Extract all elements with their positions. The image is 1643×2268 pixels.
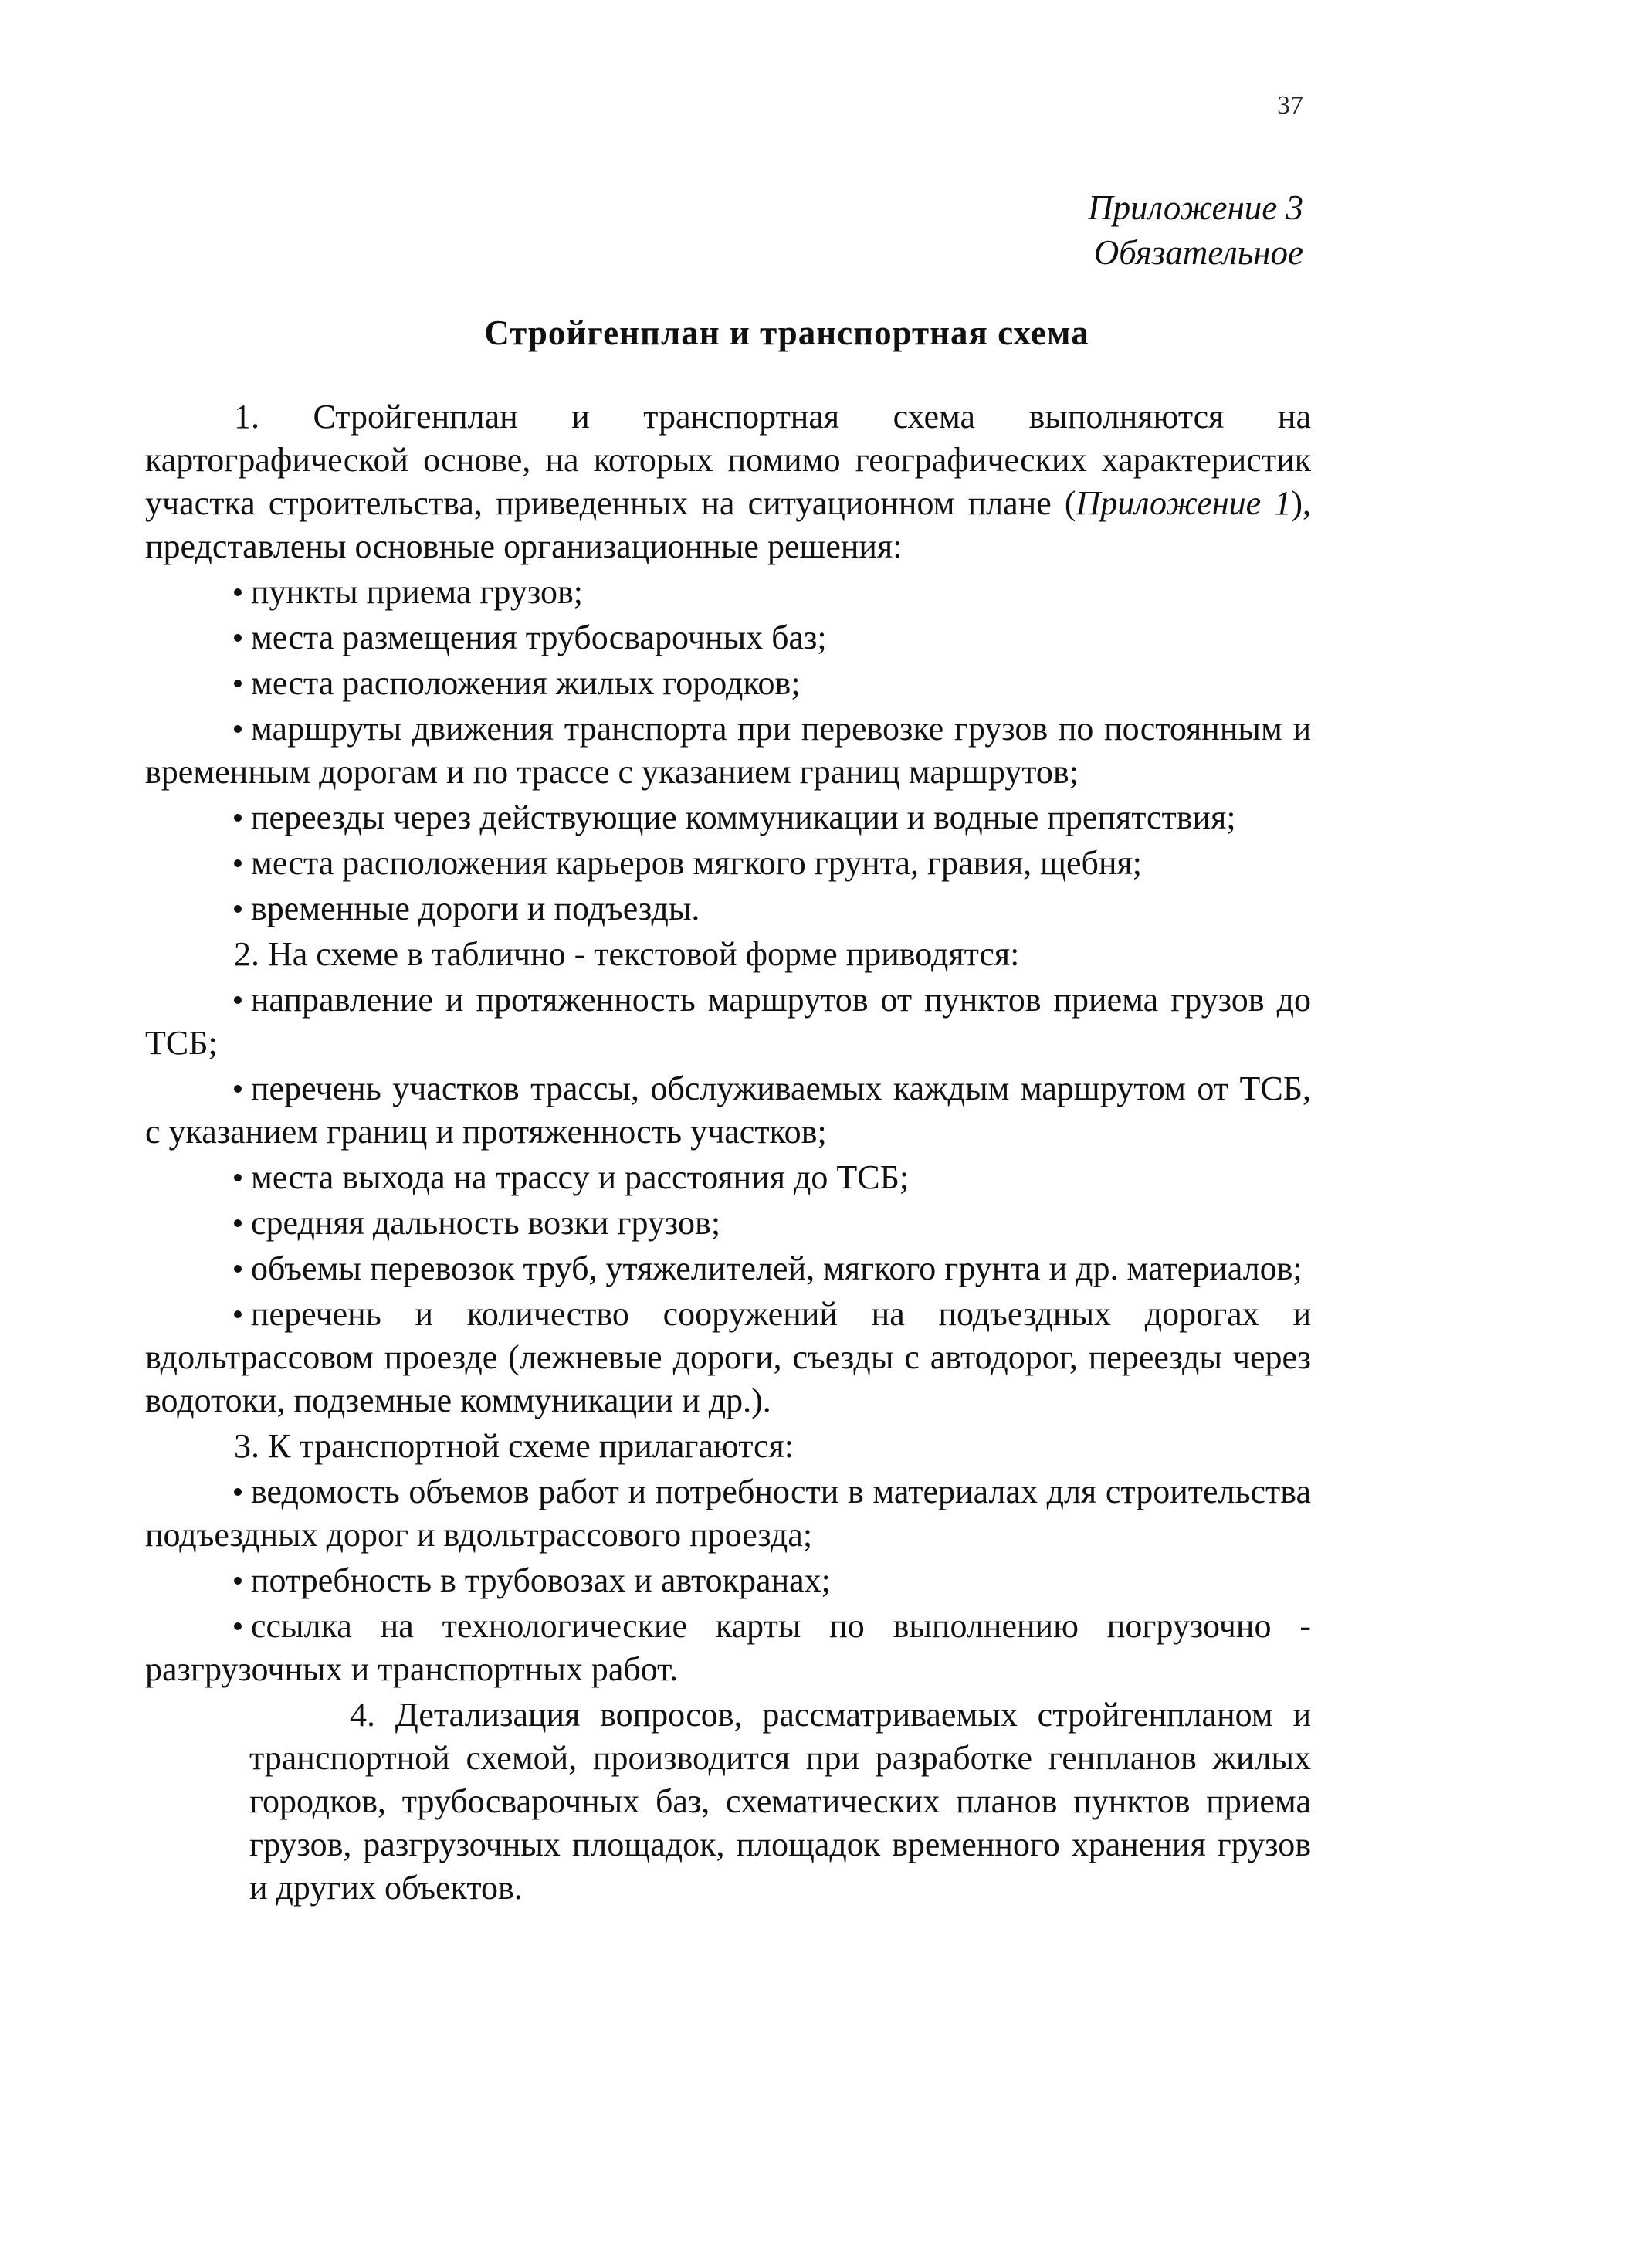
list-item xyxy=(145,887,1311,931)
bullet-icon xyxy=(234,1265,242,1273)
bullet-icon xyxy=(234,725,242,733)
list-item xyxy=(145,1293,1311,1422)
list-item xyxy=(145,1605,1311,1691)
list-item-text: переезды через действующие коммуникации и водные препятствия; xyxy=(251,798,1236,836)
list-item xyxy=(145,616,1311,659)
section-1-intro-after: ), представлены основные организационные решения: xyxy=(145,484,1311,565)
list-item xyxy=(145,1470,1311,1557)
bullet-icon xyxy=(234,1622,242,1630)
bullet-icon xyxy=(234,996,242,1004)
list-item xyxy=(145,1202,1311,1245)
list-item xyxy=(145,796,1311,839)
list-item-text: перечень и количество сооружений на подъездных дорогах и вдольтрассовом проезде (лежневые дороги, съезды с автодорог, переезды через водотоки, подземные коммуникации и др.). xyxy=(145,1295,1311,1419)
list-item-text: места размещения трубосварочных баз; xyxy=(251,619,827,656)
bullet-icon xyxy=(234,814,242,822)
list-item-text: временные дороги и подъезды. xyxy=(251,890,700,927)
bullet-icon xyxy=(234,1219,242,1227)
bullet-icon xyxy=(234,1085,242,1093)
list-item xyxy=(145,1559,1311,1602)
bullet-icon xyxy=(234,680,242,687)
list-item-text: места расположения карьеров мягкого грунта, гравия, щебня; xyxy=(251,844,1142,882)
list-item xyxy=(145,571,1311,614)
list-item xyxy=(145,662,1311,705)
list-item-text: перечень участков трассы, обслуживаемых каждым маршрутом от ТСБ, с указанием границ и протяженность участков; xyxy=(145,1070,1311,1151)
list-item xyxy=(145,1247,1311,1290)
list-item xyxy=(145,842,1311,885)
list-item-text: ссылка на технологические карты по выполнению погрузочно - разгрузочных и транспортных работ. xyxy=(145,1607,1311,1688)
appendix-status: Обязательное xyxy=(1093,233,1303,272)
list-item-text: объемы перевозок труб, утяжелителей, мягкого грунта и др. материалов; xyxy=(251,1249,1303,1287)
section-2-intro: 2. На схеме в таблично - текстовой форме приводятся: xyxy=(234,935,1020,973)
bullet-icon xyxy=(234,1174,242,1181)
list-item xyxy=(145,1067,1311,1154)
list-item-text: маршруты движения транспорта при перевозке грузов по постоянным и временным дорогам и по трассе с указанием границ маршрутов; xyxy=(145,710,1311,791)
section-3-intro: 3. К транспортной схеме прилагаются: xyxy=(234,1427,794,1465)
bullet-icon xyxy=(234,588,242,596)
section-1-intro-before: 1. Стройгенплан и транспортная схема выполняются на картографической основе, на которых помимо географических характеристик участка строительства, приведенных на ситуационном плане ( xyxy=(145,398,1311,522)
document-body xyxy=(145,395,1311,1912)
list-item xyxy=(145,707,1311,794)
list-item xyxy=(145,1156,1311,1199)
appendix-reference: Приложение 1 xyxy=(1076,484,1292,522)
appendix-label xyxy=(1088,185,1303,275)
list-item-text: места выхода на трассу и расстояния до ТСБ; xyxy=(251,1158,910,1196)
list-item-text: ведомость объемов работ и потребности в материалах для строительства подъездных дорог и вдольтрассового проезда; xyxy=(145,1473,1311,1554)
bullet-icon xyxy=(234,1488,242,1496)
list-item-text: направление и протяженность маршрутов от пунктов приема грузов до ТСБ; xyxy=(145,981,1311,1062)
bullet-icon xyxy=(234,1577,242,1585)
bullet-icon xyxy=(234,859,242,867)
bullet-icon xyxy=(234,1310,242,1318)
section-1-intro xyxy=(145,395,1311,568)
document-title: Стройгенплан и транспортная схема xyxy=(484,314,1089,352)
bullet-icon xyxy=(234,634,242,642)
list-item-text: средняя дальность возки грузов; xyxy=(251,1204,721,1242)
section-4-text: 4. Детализация вопросов, рассматриваемых стройгенпланом и транспортной схемой, производится при разработке генпланов жилых городков, трубосварочных баз, схематических планов пунктов приема грузов, разгрузочных площадок, площадок временного хранения грузов и других объектов. xyxy=(249,1696,1311,1907)
page-number: 37 xyxy=(1277,91,1303,120)
bullet-icon xyxy=(234,905,242,913)
list-item xyxy=(145,978,1311,1065)
appendix-number: Приложение 3 xyxy=(1088,188,1303,227)
list-item-text: места расположения жилых городков; xyxy=(251,664,801,702)
list-item-text: пункты приема грузов; xyxy=(251,573,583,611)
list-item-text: потребность в трубовозах и автокранах; xyxy=(251,1561,831,1599)
